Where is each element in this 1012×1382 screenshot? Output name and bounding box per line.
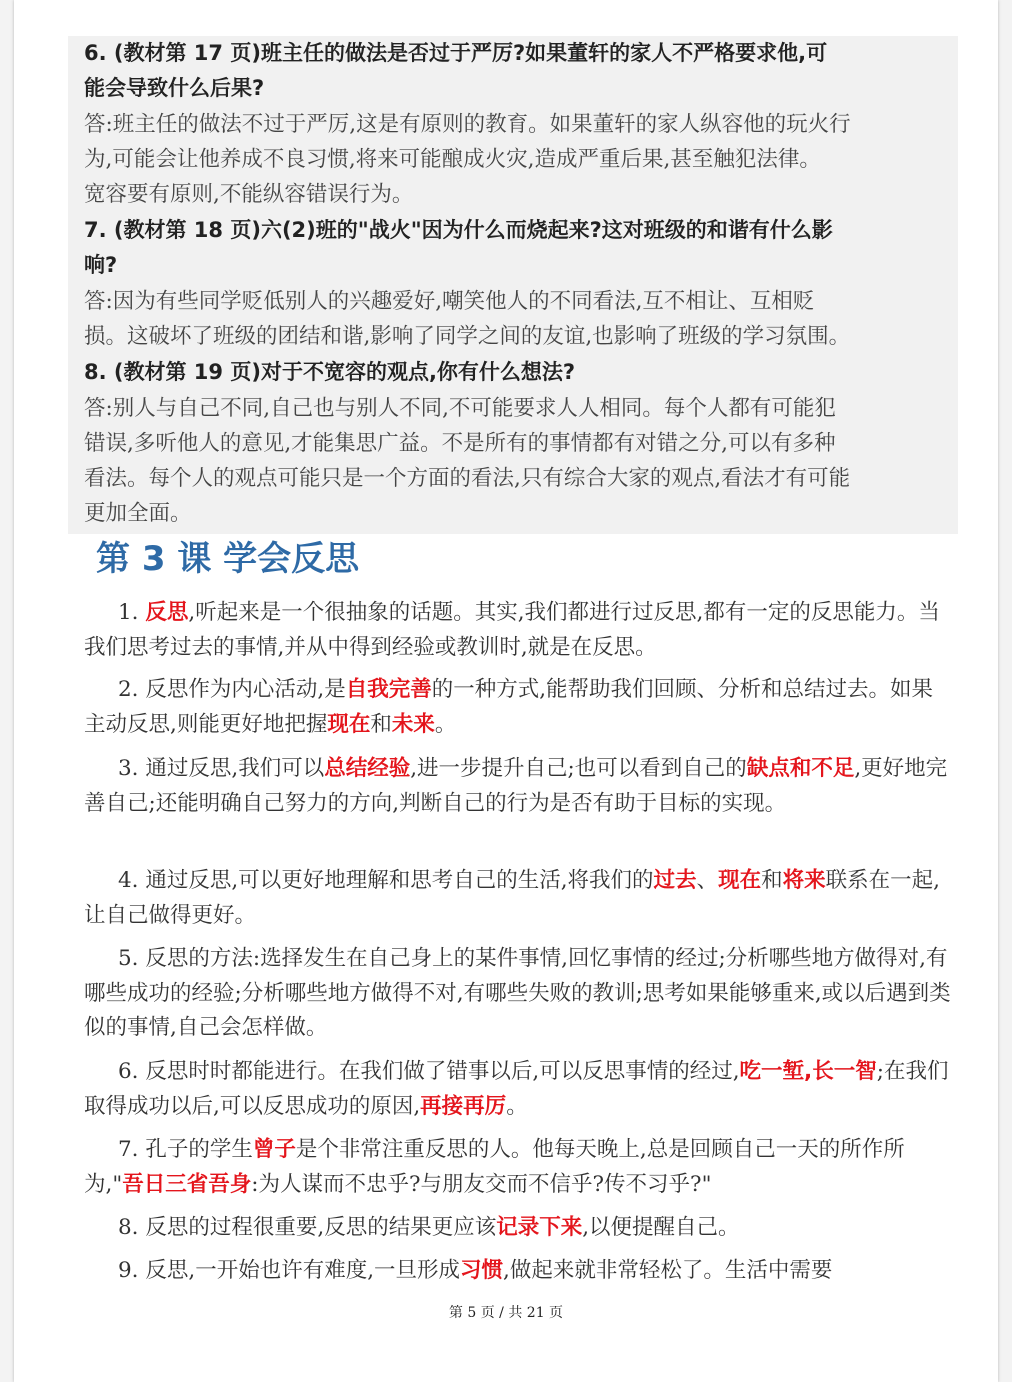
question-8-line-1: 8. (教材第 19 页)对于不宽容的观点,你有什么想法? [84, 360, 576, 384]
paragraph-text: 通过反思,我们可以 [145, 756, 325, 781]
keyword: 记录下来 [496, 1215, 583, 1240]
paragraph-text: :为人谋而不忠乎?与朋友交而不信乎?传不习乎?" [251, 1171, 712, 1197]
lesson-title: 第 3 课 学会反思 [96, 539, 360, 579]
answer-8-line-1: 答:别人与自己不同,自己也与别人不同,不可能要求人人相同。每个人都有可能犯 [84, 396, 836, 421]
paragraph-text: ,以便提醒自己。 [582, 1215, 740, 1240]
keyword: 现在 [718, 868, 762, 893]
keyword: 现在 [327, 711, 371, 737]
paragraph-7 [84, 1133, 952, 1202]
keyword: 未来 [391, 711, 435, 737]
keyword: 曾子 [252, 1137, 296, 1162]
answer-8-line-3: 看法。每个人的观点可能只是一个方面的看法,只有综合大家的观点,看法才有可能 [84, 466, 851, 491]
paragraph-number: 1. [118, 600, 139, 625]
document-page [14, 0, 998, 1382]
paragraph-text: ;在我们取得成功以后,可以反思成功的原因, [84, 1059, 949, 1119]
paragraph-number: 4. [118, 868, 139, 893]
question-7-line-2: 响? [84, 253, 118, 277]
answer-7-line-2: 损。这破坏了班级的团结和谐,影响了同学之间的友谊,也影响了班级的学习氛围。 [84, 324, 851, 349]
paragraph-text: 和 [370, 711, 392, 737]
answer-7-line-1: 答:因为有些同学贬低别人的兴趣爱好,嘲笑他人的不同看法,互不相让、互相贬 [84, 289, 815, 314]
paragraph-text: ,进一步提升自己;也可以看到自己的 [410, 756, 747, 781]
keyword: 自我完善 [345, 677, 432, 702]
paragraph-text: 联系在一起,让自己做得更好。 [84, 868, 940, 928]
answer-6-line-2: 为,可能会让他养成不良习惯,将来可能酿成火灾,造成严重后果,甚至触犯法律。 [84, 147, 821, 172]
keyword: 吃一堑,长一智 [739, 1059, 877, 1084]
question-7-line-1: 7. (教材第 18 页)六(2)班的"战火"因为什么而烧起来?这对班级的和谐有什么影 [84, 218, 833, 242]
answer-6-line-3: 宽容要有原则,不能纵容错误行为。 [84, 182, 414, 207]
keyword: 总结经验 [324, 756, 411, 781]
keyword: 再接再厉 [420, 1093, 507, 1119]
paragraph-1 [84, 596, 952, 665]
paragraph-text: 孔子的学生 [145, 1137, 253, 1162]
paragraph-number: 9. [118, 1258, 139, 1283]
paragraph-text: 反思,一开始也许有难度,一旦形成 [145, 1258, 461, 1283]
question-6-line-1: 6. (教材第 17 页)班主任的做法是否过于严厉?如果董轩的家人不严格要求他,可 [84, 41, 828, 65]
paragraph-text: 是个非常注重反思的人。他每天晚上,总是回顾自己一天的所作所为," [84, 1137, 905, 1197]
paragraph-text: 反思的过程很重要,反思的结果更应该 [145, 1215, 497, 1240]
paragraph-text: 、 [696, 868, 719, 893]
paragraph-text: 反思的方法:选择发生在自己身上的某件事情,回忆事情的经过;分析哪些地方做得对,有哪些成功的经验;分析哪些地方做得不对,有哪些失败的教训;思考如果能够重来,或以后遇到类似的事情,自己会怎样做。 [84, 946, 951, 1040]
paragraph-text: ,听起来是一个很抽象的话题。其实,我们都进行过反思,都有一定的反思能力。当我们思考过去的事情,并从中得到经验或教训时,就是在反思。 [84, 600, 940, 660]
paragraph-6 [84, 1055, 952, 1124]
paragraph-number: 6. [118, 1059, 139, 1084]
keyword: 反思 [145, 600, 189, 625]
answer-8-line-2: 错误,多听他人的意见,才能集思广益。不是所有的事情都有对错之分,可以有多种 [84, 431, 836, 456]
keyword: 吾日三省吾身 [122, 1171, 252, 1197]
paragraph-text: 。 [506, 1093, 528, 1119]
answer-8-line-4: 更加全面。 [84, 501, 192, 526]
paragraph-4 [84, 864, 952, 933]
paragraph-text: 。 [434, 711, 457, 737]
keyword: 习惯 [460, 1258, 504, 1283]
paragraph-number: 7. [118, 1137, 139, 1162]
paragraph-number: 3. [118, 756, 139, 781]
paragraph-text: 通过反思,可以更好地理解和思考自己的生活,将我们的 [145, 868, 654, 893]
paragraph-2 [84, 673, 952, 742]
paragraph-8 [84, 1211, 952, 1246]
paragraph-3 [84, 752, 952, 821]
paragraph-text: ,做起来就非常轻松了。生活中需要 [503, 1258, 833, 1283]
paragraph-text: 反思时时都能进行。在我们做了错事以后,可以反思事情的经过, [145, 1059, 740, 1084]
paragraph-text: 反思作为内心活动,是 [145, 677, 346, 702]
paragraph-text: 和 [761, 868, 783, 893]
paragraph-5 [84, 942, 952, 1046]
paragraph-9 [84, 1254, 952, 1290]
question-6-line-2: 能会导致什么后果? [84, 76, 265, 100]
page-number-footer: 第 5 页 / 共 21 页 [448, 1305, 564, 1321]
paragraph-number: 2. [118, 677, 139, 702]
paragraph-text: ,更好地完善自己;还能明确自己努力的方向,判断自己的行为是否有助于目标的实现。 [84, 756, 948, 816]
answer-6-line-1: 答:班主任的做法不过于严厉,这是有原则的教育。如果董轩的家人纵容他的玩火行 [84, 112, 851, 137]
paragraph-number: 8. [118, 1215, 139, 1240]
keyword: 将来 [782, 868, 826, 893]
keyword: 缺点和不足 [746, 756, 855, 781]
paragraph-number: 5. [118, 946, 139, 971]
paragraph-text: 的一种方式,能帮助我们回顾、分析和总结过去。如果主动反思,则能更好地把握 [84, 677, 934, 737]
keyword: 过去 [653, 868, 697, 893]
